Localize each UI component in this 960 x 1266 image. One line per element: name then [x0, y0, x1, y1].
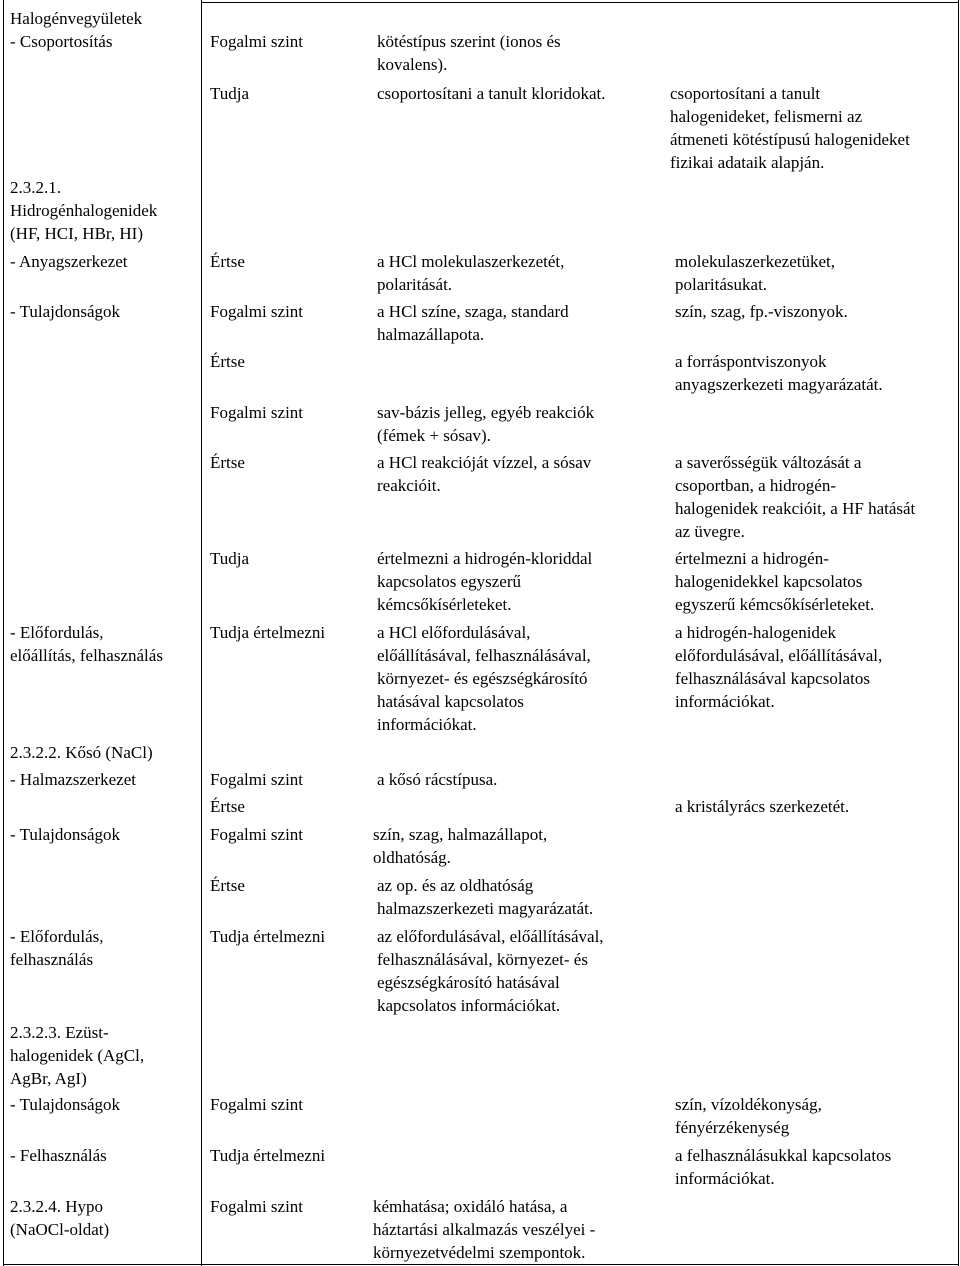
cell-requirement-advanced: szín, vízoldékonyság, fényérzékenység	[675, 1095, 822, 1137]
cell-level: Fogalmi szint	[210, 302, 304, 321]
cell-requirement-advanced: a felhasználásukkal kapcsolatos információkat.	[675, 1146, 892, 1188]
cell-level: Fogalmi szint	[210, 403, 304, 422]
cell-requirement-intermediate: az előfordulásával, előállításával, felhasználásával, környezet- és egészségkárosító hatásával kapcsolatos információkat.	[377, 927, 604, 1015]
cell-level: Fogalmi szint	[210, 825, 304, 844]
cell-requirement-intermediate: kémhatása; oxidáló hatása, a háztartási alkalmazás veszélyei - környezetvédelmi szempontok.	[373, 1197, 596, 1262]
cell-requirement-intermediate: a HCl előfordulásával, előállításával, felhasználásával, környezet- és egészségkárosító hatásával kapcsolatos információkat.	[377, 623, 591, 734]
cell-topic: 2.3.2.3. Ezüst- halogenidek (AgCl, AgBr, AgI)	[10, 1023, 145, 1088]
cell-topic: - Előfordulás, felhasználás	[10, 927, 104, 969]
cell-topic: - Tulajdonságok	[10, 1095, 121, 1114]
cell-topic: - Felhasználás	[10, 1146, 107, 1165]
cell-topic: Halogénvegyületek - Csoportosítás	[10, 9, 143, 51]
cell-requirement-intermediate: az op. és az oldhatóság halmazszerkezeti magyarázatát.	[377, 876, 594, 918]
cell-requirement-advanced: értelmezni a hidrogén- halogenidekkel kapcsolatos egyszerű kémcsőkísérleteket.	[675, 549, 875, 614]
cell-topic: - Halmazszerkezet	[10, 770, 136, 789]
cell-requirement-advanced: a hidrogén-halogenidek előfordulásával, előállításával, felhasználásával kapcsolatos információkat.	[675, 623, 883, 711]
table-border-top	[201, 2, 959, 3]
table-border-left	[3, 0, 4, 1266]
table-border-bottom	[3, 1264, 959, 1265]
cell-level: Értse	[210, 453, 245, 472]
cell-topic: - Tulajdonságok	[10, 302, 121, 321]
cell-requirement-intermediate: a HCl színe, szaga, standard halmazállapota.	[377, 302, 569, 344]
cell-level: Tudja értelmezni	[210, 623, 326, 642]
cell-requirement-intermediate: a kősó rácstípusa.	[377, 770, 498, 789]
cell-requirement-advanced: a kristályrács szerkezetét.	[675, 797, 850, 816]
cell-requirement-advanced: molekulaszerkezetüket, polaritásukat.	[675, 252, 836, 294]
cell-requirement-intermediate: értelmezni a hidrogén-kloriddal kapcsolatos egyszerű kémcsőkísérleteket.	[377, 549, 593, 614]
cell-level: Fogalmi szint	[210, 770, 304, 789]
cell-level: Fogalmi szint	[210, 32, 304, 51]
cell-topic: - Előfordulás, előállítás, felhasználás	[10, 623, 163, 665]
cell-level: Fogalmi szint	[210, 1197, 304, 1216]
table-border-right	[958, 0, 959, 1266]
cell-topic: - Tulajdonságok	[10, 825, 121, 844]
cell-level: Tudja	[210, 549, 250, 568]
cell-requirement-intermediate: szín, szag, halmazállapot, oldhatóság.	[373, 825, 548, 867]
cell-topic: - Anyagszerkezet	[10, 252, 128, 271]
cell-topic: 2.3.2.1. Hidrogénhalogenidek (HF, HCI, HBr, HI)	[10, 178, 158, 243]
cell-level: Értse	[210, 352, 245, 371]
cell-requirement-intermediate: a HCl reakcióját vízzel, a sósav reakcióit.	[377, 453, 592, 495]
cell-requirement-advanced: szín, szag, fp.-viszonyok.	[675, 302, 848, 321]
cell-requirement-intermediate: sav-bázis jelleg, egyéb reakciók (fémek + sósav).	[377, 403, 595, 445]
cell-level: Tudja értelmezni	[210, 927, 326, 946]
cell-requirement-advanced: a forráspontviszonyok anyagszerkezeti magyarázatát.	[675, 352, 883, 394]
cell-topic: 2.3.2.4. Hypo (NaOCl-oldat)	[10, 1197, 110, 1239]
cell-requirement-advanced: a saverősségük változását a csoportban, a hidrogén- halogenidek reakcióit, a HF hatását az üvegre.	[675, 453, 916, 541]
cell-level: Értse	[210, 876, 245, 895]
cell-requirement-intermediate: a HCl molekulaszerkezetét, polaritását.	[377, 252, 565, 294]
cell-requirement-intermediate: kötéstípus szerint (ionos és kovalens).	[377, 32, 561, 74]
cell-level: Értse	[210, 797, 245, 816]
cell-topic: 2.3.2.2. Kősó (NaCl)	[10, 743, 153, 762]
cell-requirement-intermediate: csoportosítani a tanult kloridokat.	[377, 84, 606, 103]
cell-requirement-advanced: csoportosítani a tanult halogenideket, felismerni az átmeneti kötéstípusú halogenideket fizikai adataik alapján.	[670, 84, 910, 172]
cell-level: Tudja értelmezni	[210, 1146, 326, 1165]
column-divider-1	[201, 0, 202, 1266]
cell-level: Fogalmi szint	[210, 1095, 304, 1114]
cell-level: Értse	[210, 252, 245, 271]
cell-level: Tudja	[210, 84, 250, 103]
